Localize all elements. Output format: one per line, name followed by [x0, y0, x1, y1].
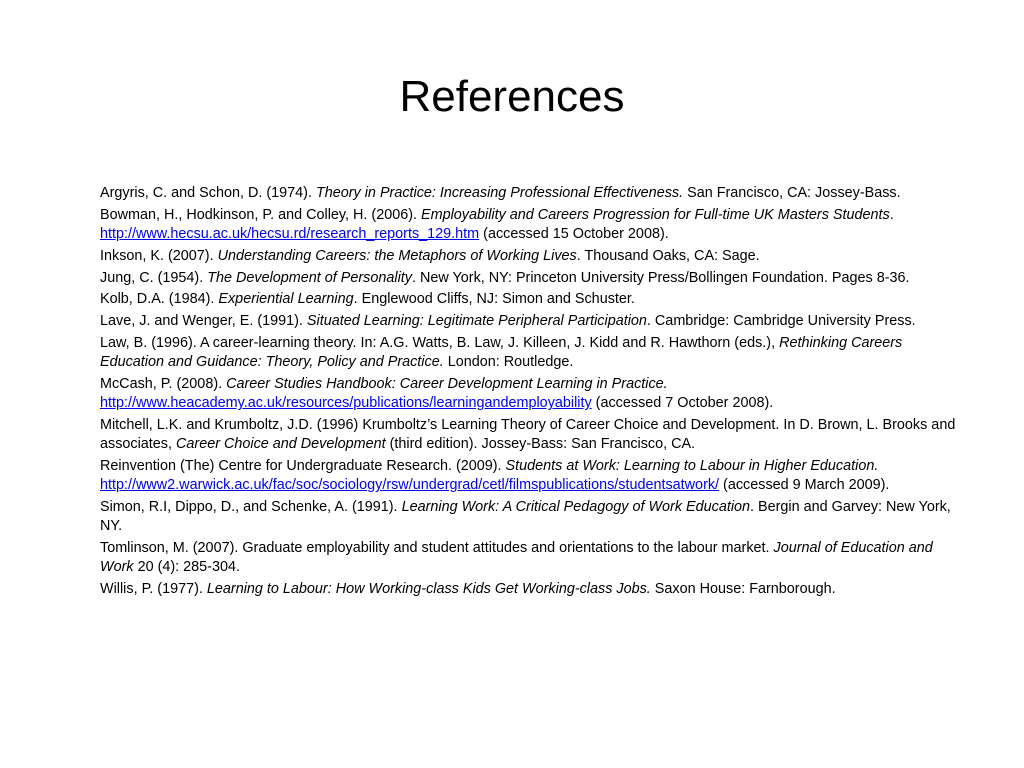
reference-title: Theory in Practice: Increasing Professional Effectiveness.: [315, 185, 684, 201]
reference-title: Understanding Careers: the Metaphors of Working Lives: [217, 247, 577, 264]
reference-publisher: Saxon House: Farnborough.: [650, 580, 836, 597]
reference-item: [100, 375, 966, 413]
reference-title: Career Choice and Development: [176, 436, 386, 453]
page-title: References: [399, 72, 625, 121]
reference-authors: Tomlinson, M. (2007). Graduate employability and student attitudes and orientations to the labour market.: [100, 539, 774, 556]
reference-item: [100, 498, 966, 536]
reference-publisher: . New York, NY: Princeton University Press/Bollingen Foundation. Pages 8-36.: [411, 269, 910, 286]
reference-item: [100, 457, 966, 495]
reference-item: [100, 184, 966, 203]
reference-accessed: (accessed 9 March 2009).: [719, 477, 890, 494]
reference-authors: Mitchell, L.K. and Krumboltz, J.D. (1996) Krumboltz’s Learning Theory of Career Choice and Development. In D. Brown, L. Brooks and associates,: [100, 416, 956, 453]
reference-publisher: . Cambridge: Cambridge University Press.: [646, 313, 916, 330]
reference-authors: Simon, R.I, Dippo, D., and Schenke, A. (1991).: [100, 498, 402, 515]
reference-accessed: (accessed 15 October 2008).: [479, 226, 669, 242]
reference-item: [100, 206, 966, 244]
reference-authors: Reinvention (The) Centre for Undergraduate Research. (2009).: [100, 457, 506, 474]
reference-publisher: 20 (4): 285-304.: [133, 559, 240, 576]
reference-item: [100, 269, 966, 288]
reference-item: [100, 290, 966, 309]
reference-item: [100, 312, 966, 331]
reference-title: Learning Work: A Critical Pedagogy of Work Education: [401, 498, 751, 515]
reference-publisher: . Thousand Oaks, CA: Sage.: [576, 247, 760, 264]
reference-accessed: (accessed 7 October 2008).: [591, 395, 774, 412]
reference-publisher: . Englewood Cliffs, NJ: Simon and Schuster.: [353, 291, 635, 308]
reference-link[interactable]: http://www2.warwick.ac.uk/fac/soc/sociology/rsw/undergrad/cetl/filmspublications/studentsatwork/: [100, 477, 720, 494]
reference-title: Situated Learning: Legitimate Peripheral Participation: [306, 313, 647, 330]
reference-authors: Bowman, H., Hodkinson, P. and Colley, H. (2006).: [100, 206, 422, 223]
reference-title: Journal of Education and Work: [100, 539, 933, 576]
reference-link[interactable]: http://www.heacademy.ac.uk/resources/publications/learningandemployability: [100, 395, 592, 412]
reference-title: Rethinking Careers Education and Guidance: Theory, Policy and Practice.: [100, 334, 903, 371]
reference-publisher: . Bergin and Garvey: New York, NY.: [100, 498, 951, 535]
reference-authors: Inkson, K. (2007).: [100, 247, 218, 264]
reference-item: [100, 416, 966, 454]
reference-title: Employability and Careers Progression for Full-time UK Masters Students: [421, 206, 890, 223]
reference-authors: McCash, P. (2008).: [100, 375, 227, 392]
reference-authors: Willis, P. (1977).: [100, 580, 207, 597]
reference-title: Experiential Learning: [218, 291, 354, 308]
reference-title: Career Studies Handbook: Career Development Learning in Practice.: [226, 375, 668, 392]
reference-authors: Lave, J. and Wenger, E. (1991).: [100, 313, 307, 330]
reference-title: Students at Work: Learning to Labour in Higher Education.: [505, 457, 879, 474]
reference-publisher: .: [889, 206, 894, 223]
reference-publisher: London: Routledge.: [443, 354, 574, 371]
reference-title: The Development of Personality: [207, 269, 412, 286]
reference-list: [100, 184, 966, 602]
reference-item: [100, 539, 966, 577]
reference-publisher: San Francisco, CA: Jossey-Bass.: [683, 185, 901, 201]
reference-authors: Kolb, D.A. (1984).: [100, 291, 219, 308]
reference-publisher: (third edition). Jossey-Bass: San Francisco, CA.: [385, 436, 696, 453]
reference-title: Learning to Labour: How Working-class Kids Get Working-class Jobs.: [206, 580, 651, 597]
reference-authors: Law, B. (1996). A career-learning theory. In: A.G. Watts, B. Law, J. Killeen, J. Kidd and R. Hawthorn (eds.),: [100, 334, 780, 351]
reference-link[interactable]: http://www.hecsu.ac.uk/hecsu.rd/research_reports_129.htm: [100, 226, 480, 242]
reference-item: [100, 247, 966, 266]
reference-authors: Argyris, C. and Schon, D. (1974).: [100, 185, 316, 201]
reference-item: [100, 334, 966, 372]
reference-authors: Jung, C. (1954).: [100, 269, 208, 286]
reference-item: [100, 580, 966, 599]
